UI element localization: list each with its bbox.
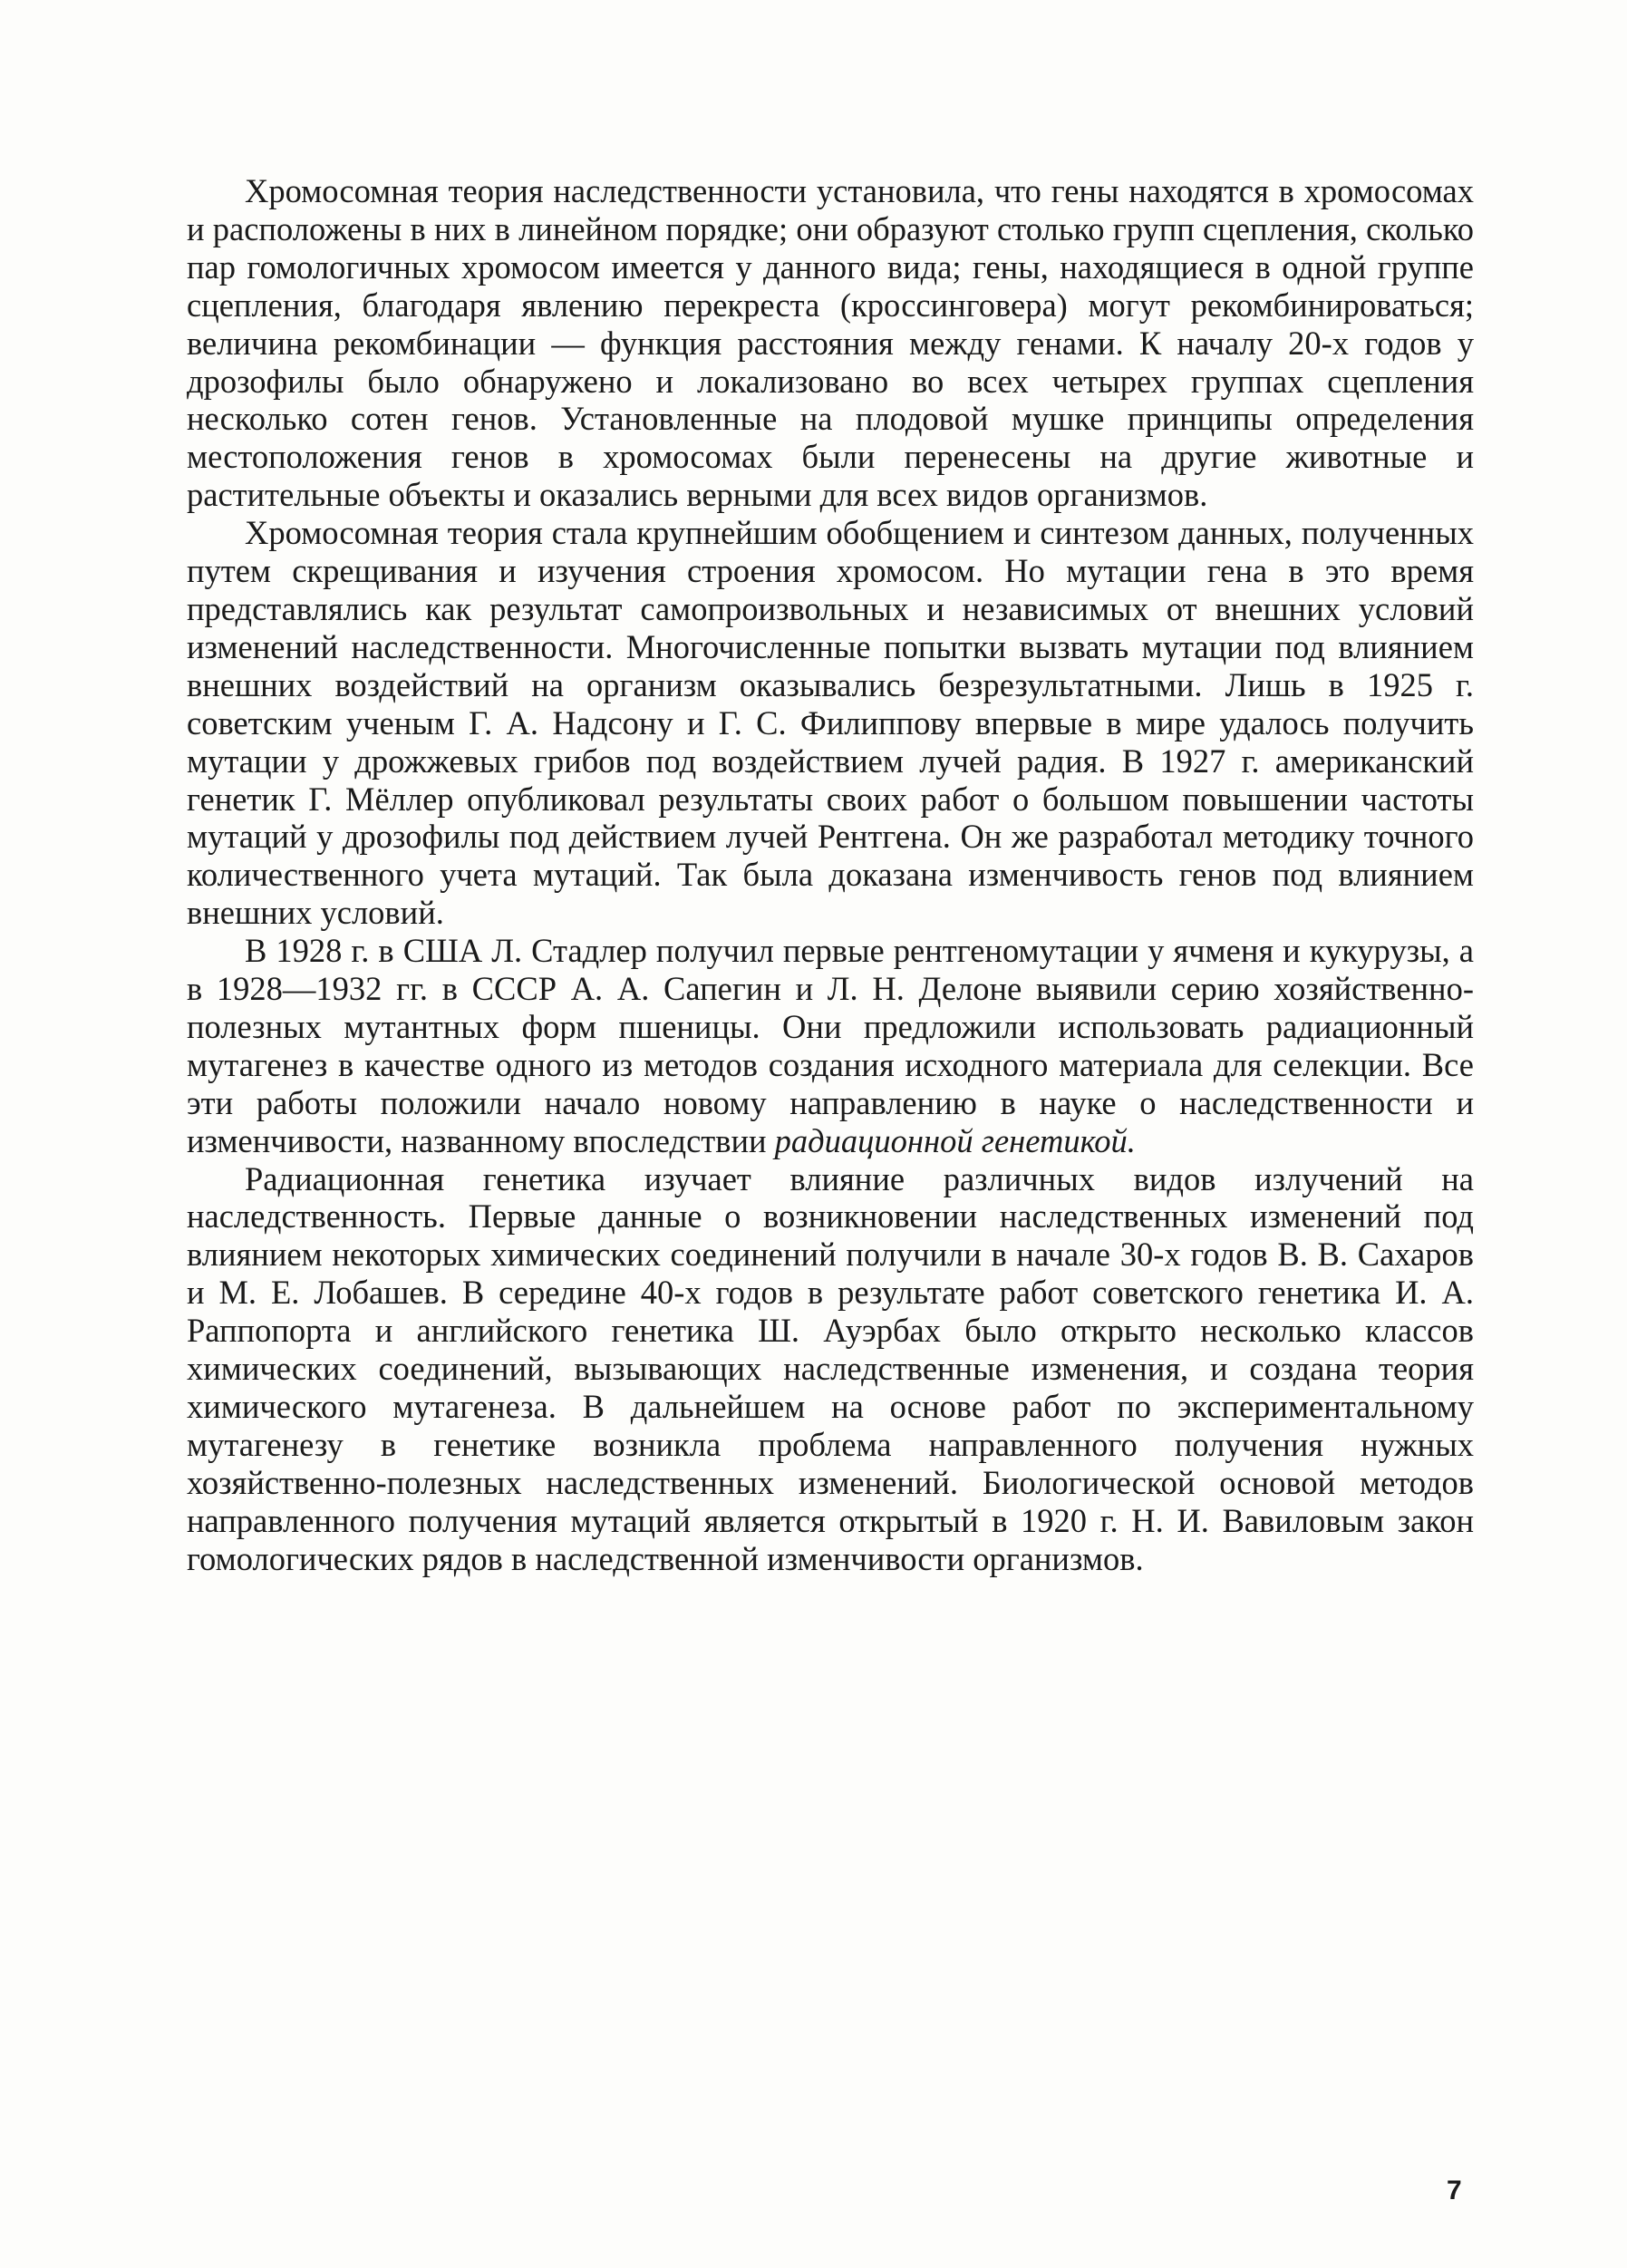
body-text <box>187 172 1474 1578</box>
paragraph-radiation-genetics: Радиационная генетика изучает влияние различных видов излучений на наследственность. Первые данные о возникновении наследственных изменений под влиянием некоторых химических соединений получили в начале 30-х годов В. В. Сахаров и М. Е. Лобашев. В середине 40-х годов в результате работ советского генетика И. А. Раппопорта и английского генетика Ш. Ауэрбах было открыто несколько классов химических соединений, вызывающих наследственные изменения, и создана теория химического мутагенеза. В дальнейшем на основе работ по экспериментальному мутагенезу в генетике возникла проблема направленного получения нужных хозяйственно-полезных наследственных изменений. Биологической основой методов направленного получения мутаций является открытый в 1920 г. Н. И. Вавиловым закон гомологических рядов в наследственной изменчивости организмов. <box>187 1159 1474 1577</box>
paragraph-chromosome-theory: Хромосомная теория наследственности установила, что гены находятся в хромосомах и расположены в них в линейном порядке; они образуют столько групп сцепления, сколько пар гомологичных хромосом имеется у данного вида; гены, находящиеся в одной группе сцепления, благодаря явлению перекреста (кроссинговера) могут рекомбинироваться; величина рекомбинации — функция расстояния между генами. К началу 20-х годов у дрозофилы было обнаружено и локализовано во всех четырех группах сцепления несколько сотен генов. Установленные на плодовой мушке принципы определения местоположения генов в хромосомах были перенесены на другие животные и растительные объекты и оказались верными для всех видов организмов. <box>187 172 1474 514</box>
paragraph-text: В 1928 г. в США Л. Стадлер получил первые рентгеномутации у ячменя и кукурузы, а в 1928—1932 гг. в СССР А. А. Сапегин и Л. Н. Делоне выявили серию хозяйственно-полезных мутантных форм пшеницы. Они предложили использовать радиационный мутагенез в качестве одного из методов создания исходного материала для селекции. Все эти работы положили начало новому направлению в науке о наследственности и изменчивости, названному впоследствии <box>187 932 1474 1159</box>
page-number: 7 <box>1447 2176 1462 2205</box>
italic-term: радиационной генетикой. <box>774 1121 1136 1159</box>
paragraph-radiation-genetics-origin <box>187 932 1474 1159</box>
paragraph-mutations: Хромосомная теория стала крупнейшим обобщением и синтезом данных, полученных путем скрещивания и изучения строения хромосом. Но мутации гена в это время представлялись как результат самопроизвольных и независимых от внешних условий изменений наследственности. Многочисленные попытки вызвать мутации под влиянием внешних воздействий на организм оказывались безрезультатными. Лишь в 1925 г. советским ученым Г. А. Надсону и Г. С. Филиппову впервые в мире удалось получить мутации у дрожжевых грибов под воздействием лучей радия. В 1927 г. американский генетик Г. Мёллер опубликовал результаты своих работ о большом повышении частоты мутаций у дрозофилы под действием лучей Рентгена. Он же разработал методику точного количественного учета мутаций. Так была доказана изменчивость генов под влиянием внешних условий. <box>187 514 1474 932</box>
